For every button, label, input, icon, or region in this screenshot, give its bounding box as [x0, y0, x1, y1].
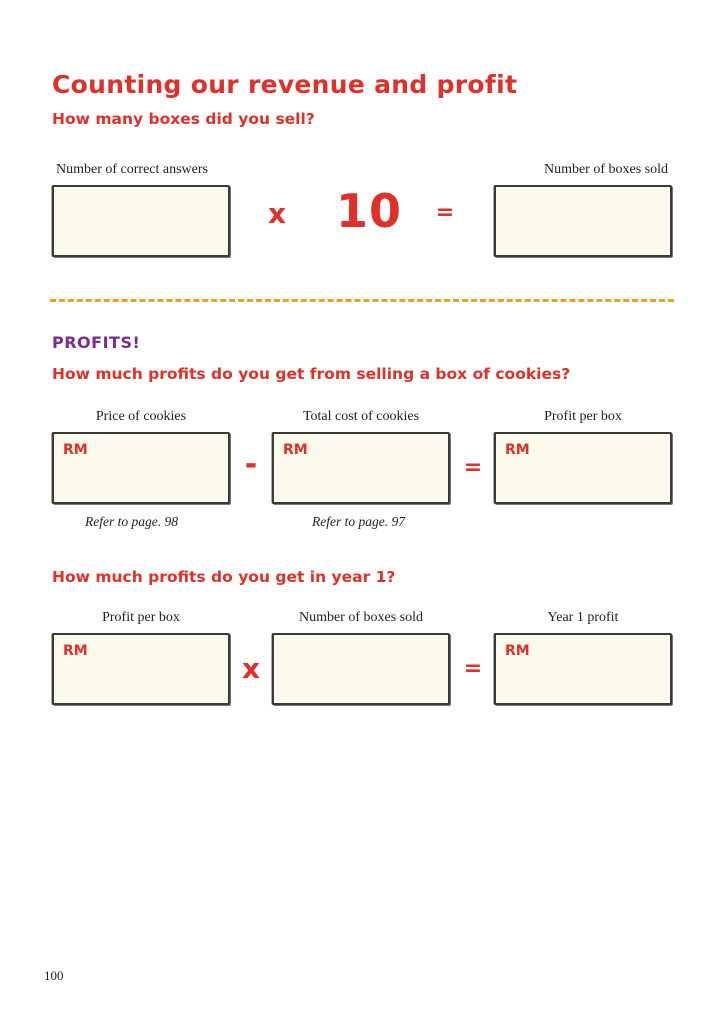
year-boxes-sold-box[interactable] — [272, 633, 450, 705]
total-cost-label: Total cost of cookies — [302, 409, 420, 424]
price-rm-prefix: RM — [63, 442, 88, 458]
profit-per-box-label: Profit per box — [544, 409, 622, 424]
total-cost-rm-prefix: RM — [283, 442, 308, 458]
minus-operator: - — [244, 447, 258, 482]
page-title: Counting our revenue and profit — [52, 70, 518, 99]
correct-answers-box[interactable] — [52, 185, 230, 257]
page-number: 100 — [44, 968, 64, 983]
equals-sign: = — [463, 455, 483, 480]
boxes-sold-question: How many boxes did you sell? — [52, 110, 315, 128]
year-profit-per-box-box[interactable] — [52, 633, 230, 705]
price-label: Price of cookies — [95, 409, 187, 424]
boxes-sold-label: Number of boxes sold — [543, 162, 668, 177]
multiply-operator: x — [267, 197, 287, 230]
multiply-operator: x — [241, 652, 261, 685]
boxes-sold-box[interactable] — [494, 185, 672, 257]
profit-per-box-question: How much profits do you get from selling a box of cookies? — [52, 365, 571, 383]
multiplier-value: 10 — [336, 184, 403, 238]
year-profit-question: How much profits do you get in year 1? — [52, 568, 396, 586]
cost-page-reference: Refer to page. 97 — [312, 514, 405, 529]
profits-heading: PROFITS! — [52, 333, 141, 352]
year-1-profit-box[interactable] — [494, 633, 672, 705]
year-1-profit-rm-prefix: RM — [505, 643, 530, 659]
equals-sign: = — [463, 656, 483, 681]
correct-answers-label: Number of correct answers — [56, 162, 208, 177]
year-boxes-sold-label: Number of boxes sold — [298, 610, 424, 625]
price-box[interactable] — [52, 432, 230, 504]
profit-per-box-label: Profit per box — [102, 610, 180, 625]
profit-rm-prefix: RM — [505, 442, 530, 458]
year-profit-per-box-rm-prefix: RM — [63, 643, 88, 659]
profit-per-box-box[interactable] — [494, 432, 672, 504]
price-page-reference: Refer to page. 98 — [85, 514, 178, 529]
equals-sign: = — [435, 200, 455, 225]
section-divider — [50, 299, 674, 302]
year-1-profit-label: Year 1 profit — [547, 610, 619, 625]
total-cost-box[interactable] — [272, 432, 450, 504]
